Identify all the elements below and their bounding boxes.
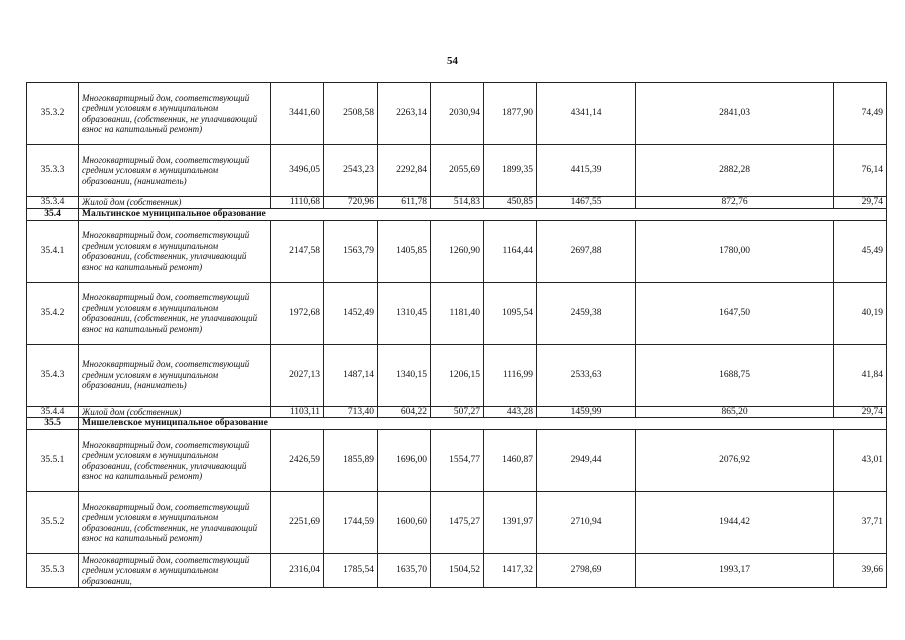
value-cell: 45,49 xyxy=(834,220,887,282)
row-code: 35.5.3 xyxy=(27,554,79,588)
value-cell: 1459,99 xyxy=(537,406,636,418)
value-cell: 2533,63 xyxy=(537,344,636,406)
value-cell: 40,19 xyxy=(834,282,887,344)
value-cell: 1310,45 xyxy=(378,282,431,344)
row-code: 35.5.2 xyxy=(27,492,79,554)
value-cell: 2147,58 xyxy=(271,220,324,282)
value-cell: 1475,27 xyxy=(431,492,484,554)
value-cell: 1899,35 xyxy=(484,145,537,197)
value-cell: 1405,85 xyxy=(378,220,431,282)
value-cell: 1688,75 xyxy=(636,344,834,406)
value-cell: 4415,39 xyxy=(537,145,636,197)
value-cell: 2798,69 xyxy=(537,554,636,588)
row-description: Многоквартирный дом, соответствующий средним условиям в муниципальном образовании, xyxy=(79,554,271,588)
value-cell: 2508,58 xyxy=(324,83,378,145)
value-cell: 3496,05 xyxy=(271,145,324,197)
value-cell: 611,78 xyxy=(378,197,431,209)
value-cell: 1563,79 xyxy=(324,220,378,282)
row-code: 35.4.2 xyxy=(27,282,79,344)
section-row xyxy=(27,418,887,430)
value-cell: 1600,60 xyxy=(378,492,431,554)
value-cell: 1467,55 xyxy=(537,197,636,209)
row-code: 35.3.2 xyxy=(27,83,79,145)
value-cell: 507,27 xyxy=(431,406,484,418)
value-cell: 2027,13 xyxy=(271,344,324,406)
value-cell: 2426,59 xyxy=(271,430,324,492)
value-cell: 1340,15 xyxy=(378,344,431,406)
table-row xyxy=(27,145,887,197)
section-code: 35.4 xyxy=(27,208,79,220)
table-row xyxy=(27,430,887,492)
table-row xyxy=(27,554,887,588)
page-number: 54 xyxy=(447,55,458,67)
table-row xyxy=(27,344,887,406)
row-description: Многоквартирный дом, соответствующий средним условиям в муниципальном образовании, (наниматель) xyxy=(79,344,271,406)
value-cell: 1993,17 xyxy=(636,554,834,588)
value-cell: 37,71 xyxy=(834,492,887,554)
value-cell: 1635,70 xyxy=(378,554,431,588)
value-cell: 1116,99 xyxy=(484,344,537,406)
value-cell: 3441,60 xyxy=(271,83,324,145)
value-cell: 1391,97 xyxy=(484,492,537,554)
value-cell: 1696,00 xyxy=(378,430,431,492)
value-cell: 2710,94 xyxy=(537,492,636,554)
value-cell: 1164,44 xyxy=(484,220,537,282)
table-row xyxy=(27,83,887,145)
value-cell: 29,74 xyxy=(834,406,887,418)
section-code: 35.5 xyxy=(27,418,79,430)
value-cell: 1877,90 xyxy=(484,83,537,145)
value-cell: 1780,00 xyxy=(636,220,834,282)
value-cell: 4341,14 xyxy=(537,83,636,145)
value-cell: 2076,92 xyxy=(636,430,834,492)
value-cell: 1417,32 xyxy=(484,554,537,588)
value-cell: 1972,68 xyxy=(271,282,324,344)
table-row xyxy=(27,492,887,554)
value-cell: 76,14 xyxy=(834,145,887,197)
value-cell: 1504,52 xyxy=(431,554,484,588)
value-cell: 2316,04 xyxy=(271,554,324,588)
value-cell: 2292,84 xyxy=(378,145,431,197)
value-cell: 1487,14 xyxy=(324,344,378,406)
value-cell: 2882,28 xyxy=(636,145,834,197)
value-cell: 1095,54 xyxy=(484,282,537,344)
table-row xyxy=(27,282,887,344)
value-cell: 2251,69 xyxy=(271,492,324,554)
value-cell: 41,84 xyxy=(834,344,887,406)
value-cell: 1460,87 xyxy=(484,430,537,492)
value-cell: 443,28 xyxy=(484,406,537,418)
section-title: Мишелевское муниципальное образование xyxy=(79,418,887,430)
value-cell: 1103,11 xyxy=(271,406,324,418)
row-description: Многоквартирный дом, соответствующий средним условиям в муниципальном образовании, (собственник, уплачивающий взнос на капитальный ремонт) xyxy=(79,220,271,282)
value-cell: 713,40 xyxy=(324,406,378,418)
row-code: 35.4.3 xyxy=(27,344,79,406)
value-cell: 2263,14 xyxy=(378,83,431,145)
row-description: Многоквартирный дом, соответствующий средним условиям в муниципальном образовании, (наниматель) xyxy=(79,145,271,197)
value-cell: 1554,77 xyxy=(431,430,484,492)
row-code: 35.3.3 xyxy=(27,145,79,197)
row-code: 35.4.1 xyxy=(27,220,79,282)
value-cell: 2697,88 xyxy=(537,220,636,282)
value-cell: 1452,49 xyxy=(324,282,378,344)
row-description: Многоквартирный дом, соответствующий средним условиям в муниципальном образовании, (собственник, не уплачивающий взнос на капитальный ремонт) xyxy=(79,492,271,554)
value-cell: 2459,38 xyxy=(537,282,636,344)
value-cell: 720,96 xyxy=(324,197,378,209)
value-cell: 1744,59 xyxy=(324,492,378,554)
value-cell: 1110,68 xyxy=(271,197,324,209)
value-cell: 43,01 xyxy=(834,430,887,492)
row-description: Многоквартирный дом, соответствующий средним условиям в муниципальном образовании, (собственник, не уплачивающий взнос на капитальный ремонт) xyxy=(79,83,271,145)
table-row xyxy=(27,406,887,418)
value-cell: 2841,03 xyxy=(636,83,834,145)
value-cell: 450,85 xyxy=(484,197,537,209)
value-cell: 865,20 xyxy=(636,406,834,418)
value-cell: 1944,42 xyxy=(636,492,834,554)
row-description: Жилой дом (собственник) xyxy=(79,197,271,209)
row-code: 35.5.1 xyxy=(27,430,79,492)
value-cell: 2030,94 xyxy=(431,83,484,145)
row-description: Жилой дом (собственник) xyxy=(79,406,271,418)
value-cell: 1855,89 xyxy=(324,430,378,492)
row-description: Многоквартирный дом, соответствующий средним условиям в муниципальном образовании, (собственник, не уплачивающий взнос на капитальный ремонт) xyxy=(79,282,271,344)
value-cell: 1647,50 xyxy=(636,282,834,344)
tariff-table xyxy=(26,82,887,588)
value-cell: 29,74 xyxy=(834,197,887,209)
value-cell: 1260,90 xyxy=(431,220,484,282)
value-cell: 1206,15 xyxy=(431,344,484,406)
section-title: Мальтинское муниципальное образование xyxy=(79,208,887,220)
section-row xyxy=(27,208,887,220)
row-code: 35.3.4 xyxy=(27,197,79,209)
table-row xyxy=(27,220,887,282)
row-description: Многоквартирный дом, соответствующий средним условиям в муниципальном образовании, (собственник, уплачивающий взнос на капитальный ремонт) xyxy=(79,430,271,492)
value-cell: 514,83 xyxy=(431,197,484,209)
value-cell: 39,66 xyxy=(834,554,887,588)
value-cell: 2949,44 xyxy=(537,430,636,492)
value-cell: 604,22 xyxy=(378,406,431,418)
value-cell: 1785,54 xyxy=(324,554,378,588)
value-cell: 1181,40 xyxy=(431,282,484,344)
value-cell: 2543,23 xyxy=(324,145,378,197)
table-body xyxy=(27,83,887,588)
value-cell: 2055,69 xyxy=(431,145,484,197)
row-code: 35.4.4 xyxy=(27,406,79,418)
value-cell: 872,76 xyxy=(636,197,834,209)
value-cell: 74,49 xyxy=(834,83,887,145)
table-row xyxy=(27,197,887,209)
